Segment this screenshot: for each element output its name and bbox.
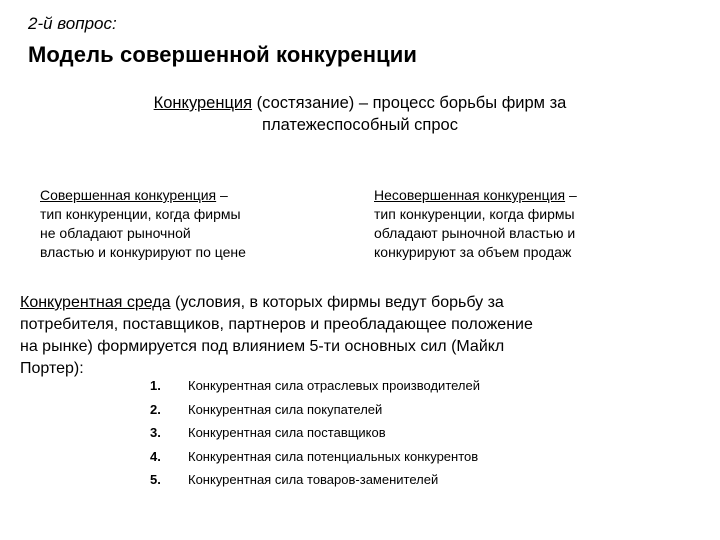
imperfect-line4: конкурируют за объем продаж bbox=[374, 244, 572, 260]
competitive-environment-paragraph bbox=[20, 292, 700, 380]
list-item-text: Конкурентная сила потенциальных конкурентов bbox=[188, 448, 479, 464]
list-item bbox=[150, 402, 480, 426]
list-item-number: 1. bbox=[150, 378, 161, 393]
imperfect-competition-term: Несовершенная конкуренция bbox=[374, 187, 566, 203]
perfect-line2: тип конкуренции, когда фирмы bbox=[40, 206, 241, 222]
perfect-line1-rest: – bbox=[216, 187, 228, 203]
list-item bbox=[150, 378, 480, 402]
list-item-text: Конкурентная сила отраслевых производителей bbox=[188, 378, 481, 393]
perfect-line4: властью и конкурируют по цене bbox=[40, 244, 246, 260]
perfect-competition-block bbox=[40, 186, 340, 262]
list-item-text: Конкурентная сила покупателей bbox=[188, 401, 383, 417]
slide-title: Модель совершенной конкуренции bbox=[28, 42, 418, 67]
environment-line1-rest: (условия, в которых фирмы ведут борьбу за bbox=[170, 294, 504, 311]
imperfect-competition-block bbox=[374, 186, 664, 262]
definition-term: Конкуренция bbox=[153, 94, 253, 112]
list-item-number: 3. bbox=[150, 425, 161, 440]
list-item bbox=[150, 425, 480, 449]
definition-text-line2: платежеспособный спрос bbox=[262, 116, 458, 134]
definition-text-line1: (состязание) – процесс борьбы фирм за bbox=[252, 94, 567, 112]
question-label: 2-й вопрос: bbox=[28, 14, 117, 33]
list-item-number: 4. bbox=[150, 448, 161, 464]
list-item-number: 2. bbox=[150, 401, 161, 417]
imperfect-line1-rest: – bbox=[565, 187, 577, 203]
environment-line3: на рынке) формируется под влиянием 5-ти основных сил (Майкл bbox=[20, 338, 505, 355]
perfect-competition-term: Совершенная конкуренция bbox=[40, 187, 217, 203]
environment-line4: Портер): bbox=[20, 360, 84, 377]
list-item-number: 5. bbox=[150, 472, 161, 487]
list-item-text: Конкурентная сила поставщиков bbox=[188, 425, 386, 440]
list-item bbox=[150, 449, 480, 473]
imperfect-line2: тип конкуренции, когда фирмы bbox=[374, 206, 575, 222]
list-item bbox=[150, 472, 480, 496]
perfect-line3: не обладают рыночной bbox=[40, 225, 191, 241]
environment-line2: потребителя, поставщиков, партнеров и преобладающее положение bbox=[20, 316, 533, 333]
list-item-text: Конкурентная сила товаров-заменителей bbox=[188, 472, 439, 487]
environment-term: Конкурентная среда bbox=[20, 294, 171, 311]
competition-definition bbox=[60, 92, 660, 136]
imperfect-line3: обладают рыночной властью и bbox=[374, 225, 576, 241]
porter-forces-list bbox=[150, 378, 480, 496]
